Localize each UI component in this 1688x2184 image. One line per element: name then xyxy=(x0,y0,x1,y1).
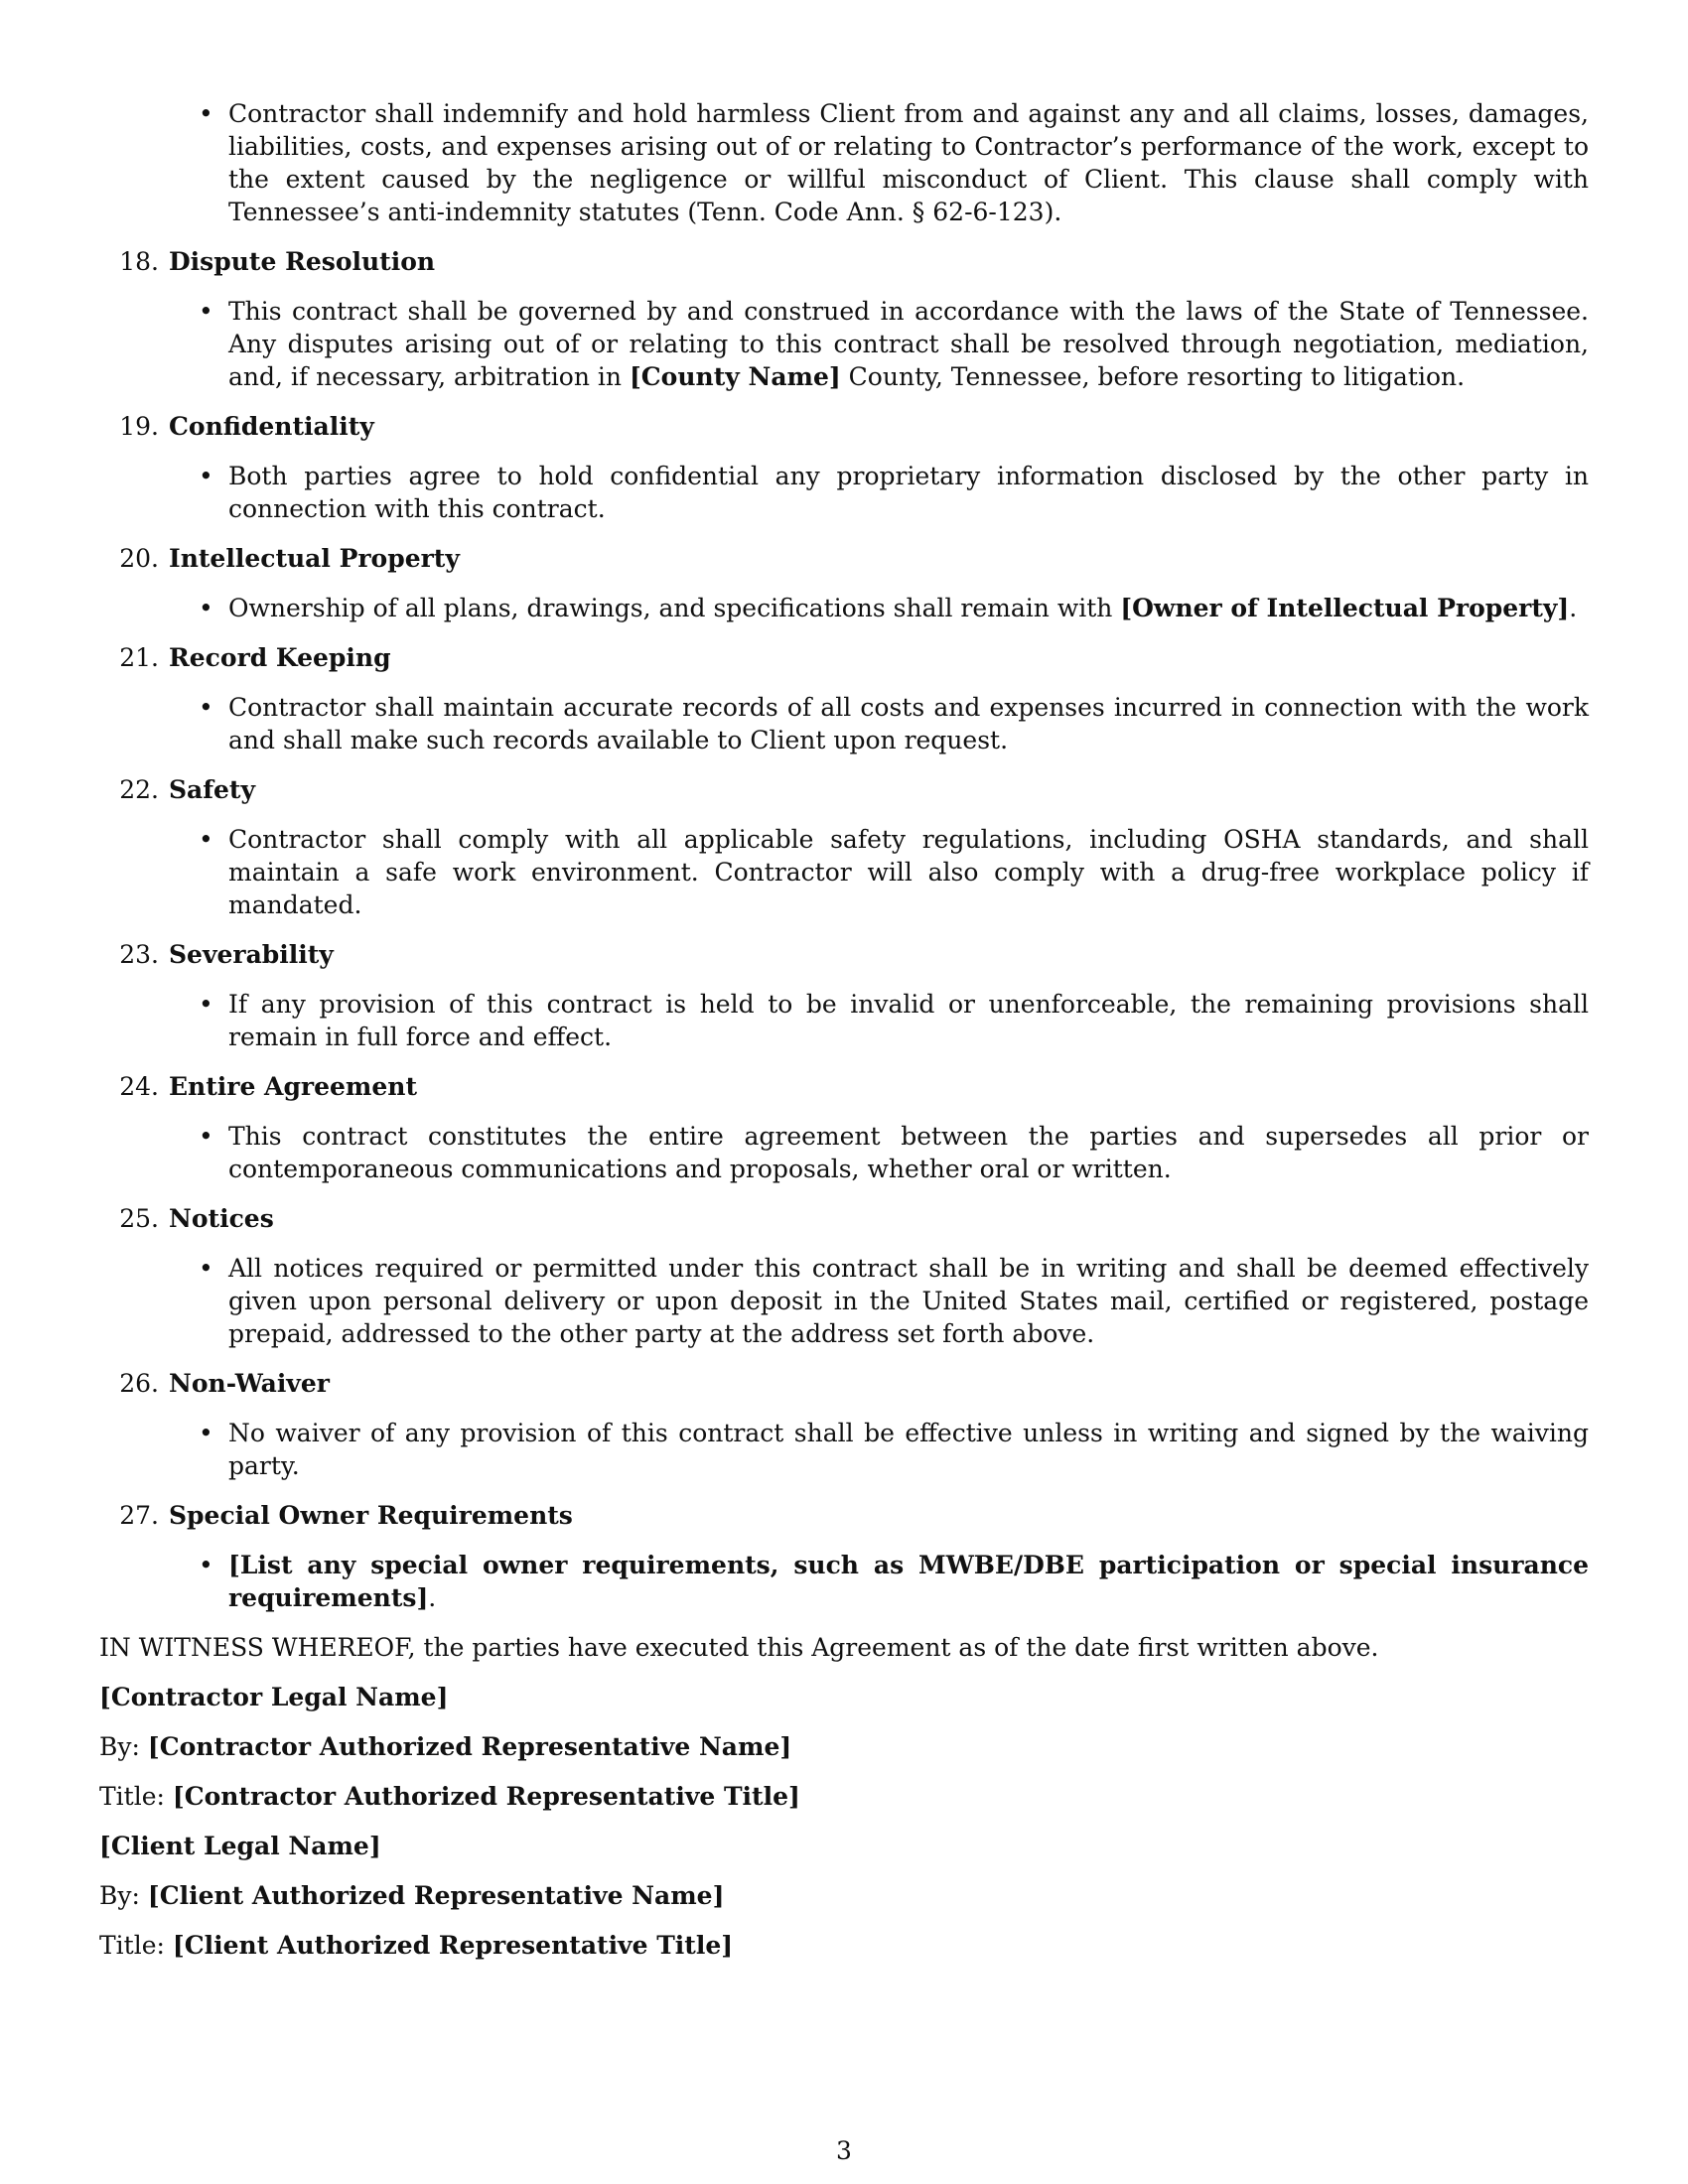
section-bullets xyxy=(99,823,1589,921)
section-heading xyxy=(99,1367,1589,1400)
section-severability xyxy=(99,938,1589,1053)
section-title: Intellectual Property xyxy=(169,544,460,573)
section-text: • Contractor shall maintain accurate records of all costs and expenses incurred in connection with the work and shall make such records available to Client upon request. xyxy=(228,691,1589,756)
client-legal-name xyxy=(99,1830,1589,1862)
section-non-waiver xyxy=(99,1367,1589,1482)
title-label: Title: xyxy=(99,1931,165,1960)
contractor-legal-name xyxy=(99,1681,1589,1713)
text-run: Ownership of all plans, drawings, and specifications shall remain with xyxy=(228,594,1121,622)
section-title: Record Keeping xyxy=(169,643,391,672)
section-heading xyxy=(99,410,1589,443)
text-run: County, Tennessee, before resorting to litigation. xyxy=(840,362,1466,391)
section-heading xyxy=(99,773,1589,806)
indemnification-bullets xyxy=(99,97,1589,228)
section-number: 21. xyxy=(119,643,159,672)
section-bullets xyxy=(99,1549,1589,1614)
section-title: Dispute Resolution xyxy=(169,247,436,276)
section-number: 23. xyxy=(119,940,159,969)
section-title: Notices xyxy=(169,1204,274,1233)
section-bullets xyxy=(99,988,1589,1053)
section-safety xyxy=(99,773,1589,921)
section-heading xyxy=(99,938,1589,971)
text-run: . xyxy=(1569,594,1578,622)
section-heading xyxy=(99,245,1589,278)
section-number: 27. xyxy=(119,1501,159,1530)
section-heading xyxy=(99,1070,1589,1103)
contractor-by-line xyxy=(99,1730,1589,1763)
section-title: Entire Agreement xyxy=(169,1072,417,1101)
title-label: Title: xyxy=(99,1782,165,1811)
section-number: 26. xyxy=(119,1369,159,1398)
text-run: . xyxy=(428,1583,437,1612)
section-heading xyxy=(99,1202,1589,1235)
section-text: • All notices required or permitted under this contract shall be in writing and shall be deemed effectively given upon personal delivery or upon deposit in the United States mail, certified or registered, postage prepaid, addressed to the other party at the address set forth above. xyxy=(228,1252,1589,1350)
section-number: 22. xyxy=(119,775,159,804)
section-special-owner-requirements xyxy=(99,1499,1589,1614)
section-entire-agreement xyxy=(99,1070,1589,1185)
section-text: • No waiver of any provision of this contract shall be effective unless in writing and signed by the waiving party. xyxy=(228,1417,1589,1482)
section-dispute-resolution xyxy=(99,245,1589,393)
section-title: Confidentiality xyxy=(169,412,374,441)
section-text: • This contract constitutes the entire agreement between the parties and supersedes all prior or contemporaneous communications and proposals, whether oral or written. xyxy=(228,1120,1589,1185)
section-bullets xyxy=(99,295,1589,393)
section-number: 25. xyxy=(119,1204,159,1233)
section-bullets xyxy=(99,691,1589,756)
section-text xyxy=(228,1549,1589,1614)
contractor-title-line xyxy=(99,1780,1589,1813)
placeholder-county-name: [County Name] xyxy=(629,362,841,391)
placeholder-contractor-name: [Contractor Legal Name] xyxy=(99,1683,449,1711)
text-run: This contract shall be governed by and construed in accordance with the laws of the State of Tennessee. Any disputes arising out of or relating to this contract shall be resolved through negotiation, mediation, and, if necessary, arbitration in xyxy=(228,297,1589,391)
section-notices xyxy=(99,1202,1589,1350)
section-text xyxy=(228,592,1589,624)
section-text: • Contractor shall comply with all applicable safety regulations, including OSHA standards, and shall maintain a safe work environment. Contractor will also comply with a drug-free workplace policy if mandated. xyxy=(228,823,1589,921)
section-heading xyxy=(99,641,1589,674)
section-number: 18. xyxy=(119,247,159,276)
section-title: Severability xyxy=(169,940,334,969)
section-intellectual-property xyxy=(99,542,1589,624)
page-number: 3 xyxy=(836,2136,852,2165)
section-title: Non-Waiver xyxy=(169,1369,330,1398)
document-page xyxy=(99,97,1589,1979)
by-label: By: xyxy=(99,1881,140,1910)
section-heading xyxy=(99,542,1589,575)
indemnification-text: • Contractor shall indemnify and hold harmless Client from and against any and all claims, losses, damages, liabilities, costs, and expenses arising out of or relating to Contractor’s performance of the work, except to the extent caused by the negligence or willful misconduct of Client. This clause shall comply with Tennessee’s anti-indemnity statutes (Tenn. Code Ann. § 62-6-123). xyxy=(228,97,1589,228)
section-record-keeping xyxy=(99,641,1589,756)
section-number: 24. xyxy=(119,1072,159,1101)
section-text xyxy=(228,295,1589,393)
placeholder-client-rep: [Client Authorized Representative Name] xyxy=(147,1881,725,1910)
section-confidentiality xyxy=(99,410,1589,525)
section-number: 20. xyxy=(119,544,159,573)
section-bullets xyxy=(99,1120,1589,1185)
client-by-line xyxy=(99,1879,1589,1912)
section-bullets xyxy=(99,1252,1589,1350)
witness-statement: IN WITNESS WHEREOF, the parties have executed this Agreement as of the date first written above. xyxy=(99,1633,1379,1662)
section-text: • Both parties agree to hold confidential any proprietary information disclosed by the other party in connection with this contract. xyxy=(228,460,1589,525)
section-bullets xyxy=(99,460,1589,525)
section-bullets xyxy=(99,1417,1589,1482)
client-title-line xyxy=(99,1929,1589,1962)
section-title: Special Owner Requirements xyxy=(169,1501,573,1530)
placeholder-special-requirements: [List any special owner requirements, such as MWBE/DBE participation or special insurance requirements] xyxy=(228,1551,1589,1612)
section-title: Safety xyxy=(169,775,255,804)
by-label: By: xyxy=(99,1732,140,1761)
placeholder-contractor-rep: [Contractor Authorized Representative Name] xyxy=(147,1732,792,1761)
section-text: • If any provision of this contract is held to be invalid or unenforceable, the remaining provisions shall remain in full force and effect. xyxy=(228,988,1589,1053)
placeholder-client-title: [Client Authorized Representative Title] xyxy=(172,1931,734,1960)
placeholder-contractor-title: [Contractor Authorized Representative Title] xyxy=(172,1782,800,1811)
section-heading xyxy=(99,1499,1589,1532)
section-number: 19. xyxy=(119,412,159,441)
placeholder-ip-owner: [Owner of Intellectual Property] xyxy=(1120,594,1570,622)
placeholder-client-name: [Client Legal Name] xyxy=(99,1832,381,1860)
section-bullets xyxy=(99,592,1589,624)
